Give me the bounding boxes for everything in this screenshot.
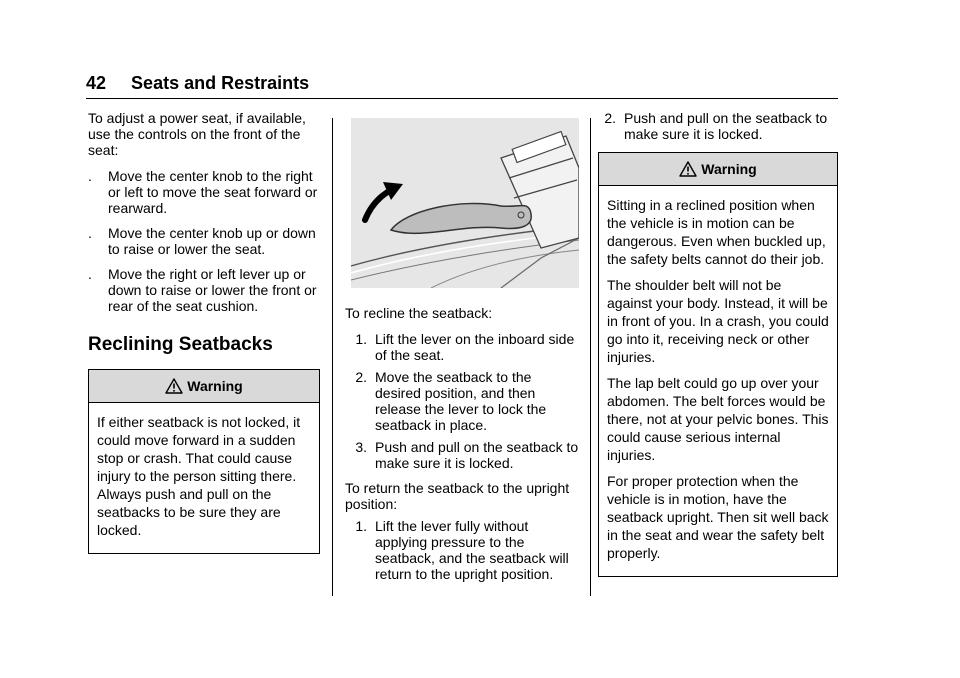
warning-box (598, 152, 838, 577)
bullet-item (88, 266, 320, 314)
recline-step (345, 439, 580, 471)
warning-paragraph: For proper protection when the vehicle is in motion, have the seatback upright. Then sit well back in the seat and wear the safety belt properly. (607, 473, 829, 561)
step-text: Lift the lever fully without applying pressure to the seatback, and the seatback will return to the upright position. (375, 518, 569, 582)
bullet-item (88, 225, 320, 257)
warning-title: Warning (701, 161, 757, 177)
bullet-mark: . (88, 168, 92, 184)
warning-body (599, 186, 837, 576)
return-step (345, 518, 580, 582)
seatback-lever-illustration (351, 118, 579, 288)
bullet-text: Move the right or left lever up or down to raise or lower the front or rear of the seat cushion. (108, 266, 317, 314)
page-number: 42 (86, 73, 107, 93)
warning-paragraph: Sitting in a reclined position when the vehicle is in motion can be dangerous. Even when buckled up, the safety belts cannot do their job. (607, 197, 826, 267)
header-rule (86, 98, 838, 99)
warning-box (88, 369, 320, 554)
recline-step (345, 331, 580, 363)
column-divider-left (332, 118, 333, 596)
step-number: 2. (355, 369, 367, 385)
return-intro: To return the seatback to the upright position: (345, 480, 570, 512)
warning-header (89, 370, 319, 403)
bullet-text: Move the center knob to the right or left to move the seat forward or rearward. (108, 168, 318, 216)
step-text: Lift the lever on the inboard side of the seat. (375, 331, 575, 363)
column-middle (345, 118, 580, 588)
warning-paragraph: The lap belt could go up over your abdomen. The belt forces would be there, not at your pelvic bones. This could cause serious internal injuries. (607, 375, 829, 463)
column-left (88, 110, 320, 554)
recline-step (345, 369, 580, 433)
page-title: Seats and Restraints (131, 73, 310, 93)
bullet-text: Move the center knob up or down to raise or lower the seat. (108, 225, 316, 257)
step-text: Move the seatback to the desired position, and then release the lever to lock the seatback in place. (375, 369, 547, 433)
warning-body (89, 403, 319, 553)
step-text: Push and pull on the seatback to make sure it is locked. (375, 439, 579, 471)
column-right (598, 110, 838, 577)
warning-triangle-icon (679, 161, 697, 177)
power-seat-intro: To adjust a power seat, if available, use the controls on the front of the seat: (88, 110, 306, 158)
bullet-item (88, 168, 320, 216)
warning-triangle-icon (165, 378, 183, 394)
step-number: 1. (355, 518, 367, 534)
step-text: Push and pull on the seatback to make sure it is locked. (624, 110, 828, 142)
warning-title: Warning (187, 378, 243, 394)
column-divider-right (590, 118, 591, 596)
step-number: 1. (355, 331, 367, 347)
bullet-mark: . (88, 266, 92, 282)
section-title: Reclining Seatbacks (88, 334, 273, 355)
recline-intro: To recline the seatback: (345, 305, 493, 321)
step-number: 3. (355, 439, 367, 455)
warning-text: If either seatback is not locked, it could move forward in a sudden stop or crash. That could cause injury to the person sitting there. Always push and pull on the seatbacks to be sure they are locked. (97, 414, 301, 538)
warning-header (599, 153, 837, 186)
bullet-mark: . (88, 225, 92, 241)
recline-step-continued (598, 110, 838, 142)
warning-paragraph: The shoulder belt will not be against your body. Instead, it will be in front of you. In a crash, you could go into it, receiving neck or other injuries. (607, 277, 829, 365)
page-header (86, 72, 838, 94)
step-number: 2. (604, 110, 616, 126)
